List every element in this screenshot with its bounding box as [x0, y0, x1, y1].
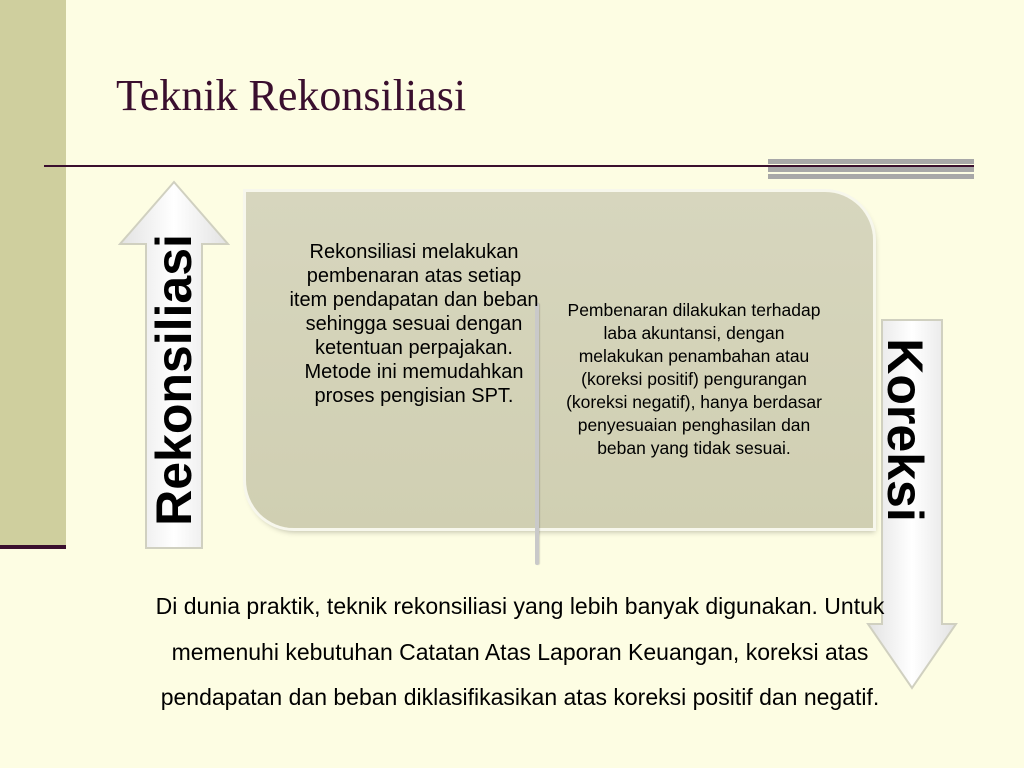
title-rule-accent [768, 159, 974, 179]
correction-description: Pembenaran dilakukan terhadap laba akuntansi, dengan melakukan penambahan atau (koreksi positif) pengurangan (koreksi negatif), hanya berdasar penyesuaian penghasilan dan beban yang tidak sesuai. [566, 300, 822, 458]
slide-title: Teknik Rekonsiliasi [116, 71, 467, 120]
left-band-underline [0, 545, 66, 549]
reconciliation-description: Rekonsiliasi melakukan pembenaran atas setiap item pendapatan dan beban sehingga sesuai dengan ketentuan perpajakan. Metode ini memudahkan proses pengisian SPT. [289, 241, 539, 407]
left-decorative-band [0, 0, 66, 545]
summary-paragraph: Di dunia praktik, teknik rekonsiliasi yang lebih banyak digunakan. Untuk memenuhi kebutuhan Catatan Atas Laporan Keuangan, koreksi atas pendapatan dan beban diklasifikasikan atas koreksi positif dan negatif. [155, 593, 885, 710]
correction-arrow-label: Koreksi [877, 338, 933, 522]
reconciliation-arrow-label: Rekonsiliasi [146, 234, 202, 526]
